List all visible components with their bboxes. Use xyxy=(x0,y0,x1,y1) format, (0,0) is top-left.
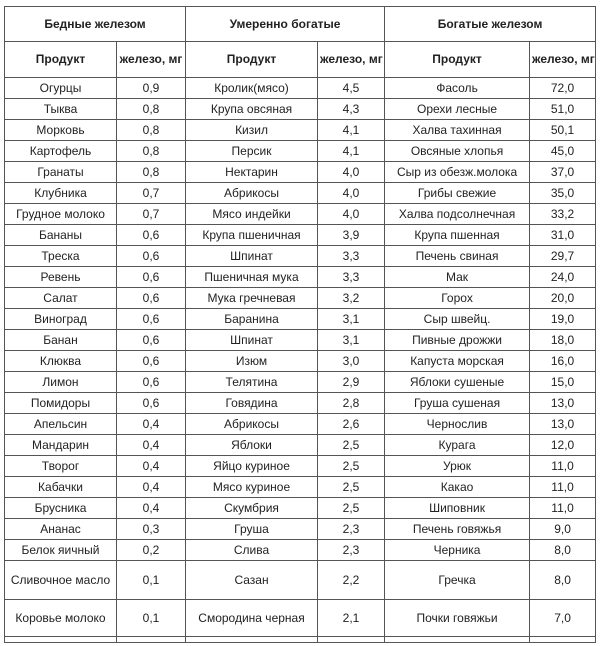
iron-value-cell: 2,9 xyxy=(318,372,385,393)
empty-cell xyxy=(318,637,385,643)
iron-value-cell: 2,1 xyxy=(318,600,385,637)
product-cell: Крупа овсяная xyxy=(186,99,318,120)
iron-value-cell: 2,5 xyxy=(318,456,385,477)
table-row xyxy=(5,600,596,637)
table-row xyxy=(5,519,596,540)
iron-content-table xyxy=(4,6,596,643)
iron-value-cell: 0,1 xyxy=(117,561,186,600)
iron-value-cell: 2,3 xyxy=(318,519,385,540)
product-cell: Сыр из обезж.молока xyxy=(385,162,530,183)
iron-value-cell: 2,3 xyxy=(318,540,385,561)
iron-value-cell: 0,4 xyxy=(117,435,186,456)
product-cell: Мак xyxy=(385,267,530,288)
product-cell: Крупа пшенная xyxy=(385,225,530,246)
empty-cell xyxy=(5,637,117,643)
iron-value-cell: 33,2 xyxy=(530,204,596,225)
iron-value-cell: 0,9 xyxy=(117,78,186,99)
product-cell: Клюква xyxy=(5,351,117,372)
iron-value-cell: 0,8 xyxy=(117,99,186,120)
iron-value-cell: 2,5 xyxy=(318,435,385,456)
iron-value-cell: 31,0 xyxy=(530,225,596,246)
product-cell: Баранина xyxy=(186,309,318,330)
product-cell: Яйцо куриное xyxy=(186,456,318,477)
product-cell: Сыр швейц. xyxy=(385,309,530,330)
product-cell: Грибы свежие xyxy=(385,183,530,204)
product-cell: Кабачки xyxy=(5,477,117,498)
empty-cell xyxy=(530,637,596,643)
product-cell: Сливочное масло xyxy=(5,561,117,600)
product-cell: Сазан xyxy=(186,561,318,600)
product-cell: Банан xyxy=(5,330,117,351)
iron-value-cell: 0,8 xyxy=(117,162,186,183)
product-cell: Огурцы xyxy=(5,78,117,99)
product-cell: Морковь xyxy=(5,120,117,141)
product-cell: Какао xyxy=(385,477,530,498)
iron-value-cell: 72,0 xyxy=(530,78,596,99)
iron-value-cell: 2,2 xyxy=(318,561,385,600)
column-header-iron: железо, мг xyxy=(117,42,186,78)
product-cell: Коровье молоко xyxy=(5,600,117,637)
product-cell: Гранаты xyxy=(5,162,117,183)
product-cell: Урюк xyxy=(385,456,530,477)
product-cell: Салат xyxy=(5,288,117,309)
table-row xyxy=(5,393,596,414)
product-cell: Скумбрия xyxy=(186,498,318,519)
group-title-rich: Богатые железом xyxy=(385,7,596,42)
product-cell: Бананы xyxy=(5,225,117,246)
iron-value-cell: 37,0 xyxy=(530,162,596,183)
iron-value-cell: 0,6 xyxy=(117,309,186,330)
iron-value-cell: 4,5 xyxy=(318,78,385,99)
iron-value-cell: 0,6 xyxy=(117,372,186,393)
column-header-product: Продукт xyxy=(5,42,117,78)
iron-value-cell: 0,4 xyxy=(117,498,186,519)
column-header-iron: железо, мг xyxy=(318,42,385,78)
table-row xyxy=(5,204,596,225)
iron-value-cell: 12,0 xyxy=(530,435,596,456)
product-cell: Виноград xyxy=(5,309,117,330)
iron-value-cell: 0,8 xyxy=(117,141,186,162)
product-cell: Пивные дрожжи xyxy=(385,330,530,351)
iron-value-cell: 8,0 xyxy=(530,561,596,600)
table-row xyxy=(5,183,596,204)
product-cell: Треска xyxy=(5,246,117,267)
table-row xyxy=(5,141,596,162)
iron-value-cell: 3,0 xyxy=(318,351,385,372)
table-row xyxy=(5,162,596,183)
product-cell: Мясо куриное xyxy=(186,477,318,498)
product-cell: Груша xyxy=(186,519,318,540)
iron-value-cell: 16,0 xyxy=(530,351,596,372)
product-cell: Персик xyxy=(186,141,318,162)
product-cell: Шпинат xyxy=(186,330,318,351)
iron-value-cell: 0,6 xyxy=(117,351,186,372)
product-cell: Овсяные хлопья xyxy=(385,141,530,162)
product-cell: Телятина xyxy=(186,372,318,393)
product-cell: Горох xyxy=(385,288,530,309)
iron-value-cell: 35,0 xyxy=(530,183,596,204)
table-row xyxy=(5,561,596,600)
product-cell: Груша сушеная xyxy=(385,393,530,414)
table-row xyxy=(5,120,596,141)
product-cell: Мясо индейки xyxy=(186,204,318,225)
table-row xyxy=(5,288,596,309)
product-cell: Мандарин xyxy=(5,435,117,456)
table-row xyxy=(5,498,596,519)
iron-value-cell: 13,0 xyxy=(530,414,596,435)
column-header-iron: железо, мг xyxy=(530,42,596,78)
table-row xyxy=(5,540,596,561)
product-cell: Кизил xyxy=(186,120,318,141)
iron-value-cell: 19,0 xyxy=(530,309,596,330)
product-cell: Брусника xyxy=(5,498,117,519)
iron-value-cell: 2,6 xyxy=(318,414,385,435)
empty-cell xyxy=(385,637,530,643)
iron-value-cell: 20,0 xyxy=(530,288,596,309)
product-cell: Шиповник xyxy=(385,498,530,519)
product-cell: Клубника xyxy=(5,183,117,204)
iron-value-cell: 0,6 xyxy=(117,246,186,267)
product-cell: Изюм xyxy=(186,351,318,372)
iron-value-cell: 11,0 xyxy=(530,477,596,498)
iron-value-cell: 51,0 xyxy=(530,99,596,120)
group-title-moderate: Умеренно богатые xyxy=(186,7,385,42)
product-cell: Фасоль xyxy=(385,78,530,99)
table-row xyxy=(5,477,596,498)
table-body xyxy=(5,78,596,643)
column-header-row xyxy=(5,42,596,78)
iron-value-cell: 4,0 xyxy=(318,162,385,183)
iron-value-cell: 0,4 xyxy=(117,414,186,435)
iron-value-cell: 0,2 xyxy=(117,540,186,561)
product-cell: Крупа пшеничная xyxy=(186,225,318,246)
product-cell: Абрикосы xyxy=(186,414,318,435)
iron-value-cell: 45,0 xyxy=(530,141,596,162)
product-cell: Почки говяжьи xyxy=(385,600,530,637)
product-cell: Мука гречневая xyxy=(186,288,318,309)
iron-value-cell: 15,0 xyxy=(530,372,596,393)
empty-cell xyxy=(186,637,318,643)
iron-value-cell: 2,5 xyxy=(318,498,385,519)
product-cell: Белок яичный xyxy=(5,540,117,561)
product-cell: Печень свиная xyxy=(385,246,530,267)
iron-value-cell: 3,2 xyxy=(318,288,385,309)
iron-value-cell: 4,0 xyxy=(318,204,385,225)
iron-value-cell: 4,0 xyxy=(318,183,385,204)
iron-value-cell: 8,0 xyxy=(530,540,596,561)
iron-value-cell: 0,6 xyxy=(117,267,186,288)
iron-value-cell: 0,7 xyxy=(117,204,186,225)
product-cell: Чернослив xyxy=(385,414,530,435)
product-cell: Ревень xyxy=(5,267,117,288)
table-row xyxy=(5,267,596,288)
product-cell: Картофель xyxy=(5,141,117,162)
iron-value-cell: 18,0 xyxy=(530,330,596,351)
table-row xyxy=(5,330,596,351)
iron-value-cell: 3,9 xyxy=(318,225,385,246)
column-header-product: Продукт xyxy=(385,42,530,78)
product-cell: Ананас xyxy=(5,519,117,540)
iron-value-cell: 0,3 xyxy=(117,519,186,540)
product-cell: Гречка xyxy=(385,561,530,600)
table-row xyxy=(5,99,596,120)
iron-value-cell: 9,0 xyxy=(530,519,596,540)
table-row xyxy=(5,309,596,330)
iron-value-cell: 2,8 xyxy=(318,393,385,414)
iron-value-cell: 4,3 xyxy=(318,99,385,120)
iron-value-cell: 3,3 xyxy=(318,246,385,267)
iron-value-cell: 0,4 xyxy=(117,477,186,498)
iron-value-cell: 24,0 xyxy=(530,267,596,288)
product-cell: Слива xyxy=(186,540,318,561)
product-cell: Халва тахинная xyxy=(385,120,530,141)
product-cell: Творог xyxy=(5,456,117,477)
iron-value-cell: 3,3 xyxy=(318,267,385,288)
product-cell: Пшеничная мука xyxy=(186,267,318,288)
group-title-poor: Бедные железом xyxy=(5,7,186,42)
product-cell: Кролик(мясо) xyxy=(186,78,318,99)
table-row xyxy=(5,246,596,267)
iron-value-cell: 0,7 xyxy=(117,183,186,204)
iron-value-cell: 7,0 xyxy=(530,600,596,637)
iron-value-cell: 50,1 xyxy=(530,120,596,141)
product-cell: Говядина xyxy=(186,393,318,414)
iron-value-cell: 0,6 xyxy=(117,393,186,414)
iron-value-cell: 0,8 xyxy=(117,120,186,141)
iron-value-cell: 0,6 xyxy=(117,225,186,246)
product-cell: Нектарин xyxy=(186,162,318,183)
iron-value-cell: 2,5 xyxy=(318,477,385,498)
table-row xyxy=(5,435,596,456)
product-cell: Лимон xyxy=(5,372,117,393)
product-cell: Халва подсолнечная xyxy=(385,204,530,225)
product-cell: Печень говяжья xyxy=(385,519,530,540)
table-row xyxy=(5,78,596,99)
product-cell: Помидоры xyxy=(5,393,117,414)
table-row xyxy=(5,372,596,393)
product-cell: Капуста морская xyxy=(385,351,530,372)
iron-value-cell: 3,1 xyxy=(318,309,385,330)
group-header-row xyxy=(5,7,596,42)
product-cell: Грудное молоко xyxy=(5,204,117,225)
iron-value-cell: 11,0 xyxy=(530,456,596,477)
iron-value-cell: 3,1 xyxy=(318,330,385,351)
product-cell: Черника xyxy=(385,540,530,561)
product-cell: Курага xyxy=(385,435,530,456)
cut-off-row xyxy=(5,637,596,643)
table-row xyxy=(5,225,596,246)
iron-value-cell: 4,1 xyxy=(318,141,385,162)
product-cell: Яблоки сушеные xyxy=(385,372,530,393)
table-row xyxy=(5,414,596,435)
table-row xyxy=(5,351,596,372)
product-cell: Орехи лесные xyxy=(385,99,530,120)
product-cell: Тыква xyxy=(5,99,117,120)
iron-value-cell: 0,6 xyxy=(117,330,186,351)
iron-value-cell: 0,4 xyxy=(117,456,186,477)
iron-value-cell: 29,7 xyxy=(530,246,596,267)
product-cell: Яблоки xyxy=(186,435,318,456)
product-cell: Апельсин xyxy=(5,414,117,435)
product-cell: Шпинат xyxy=(186,246,318,267)
product-cell: Смородина черная xyxy=(186,600,318,637)
iron-value-cell: 13,0 xyxy=(530,393,596,414)
iron-value-cell: 0,1 xyxy=(117,600,186,637)
empty-cell xyxy=(117,637,186,643)
table-row xyxy=(5,456,596,477)
product-cell: Абрикосы xyxy=(186,183,318,204)
iron-value-cell: 11,0 xyxy=(530,498,596,519)
iron-value-cell: 4,1 xyxy=(318,120,385,141)
iron-value-cell: 0,6 xyxy=(117,288,186,309)
column-header-product: Продукт xyxy=(186,42,318,78)
